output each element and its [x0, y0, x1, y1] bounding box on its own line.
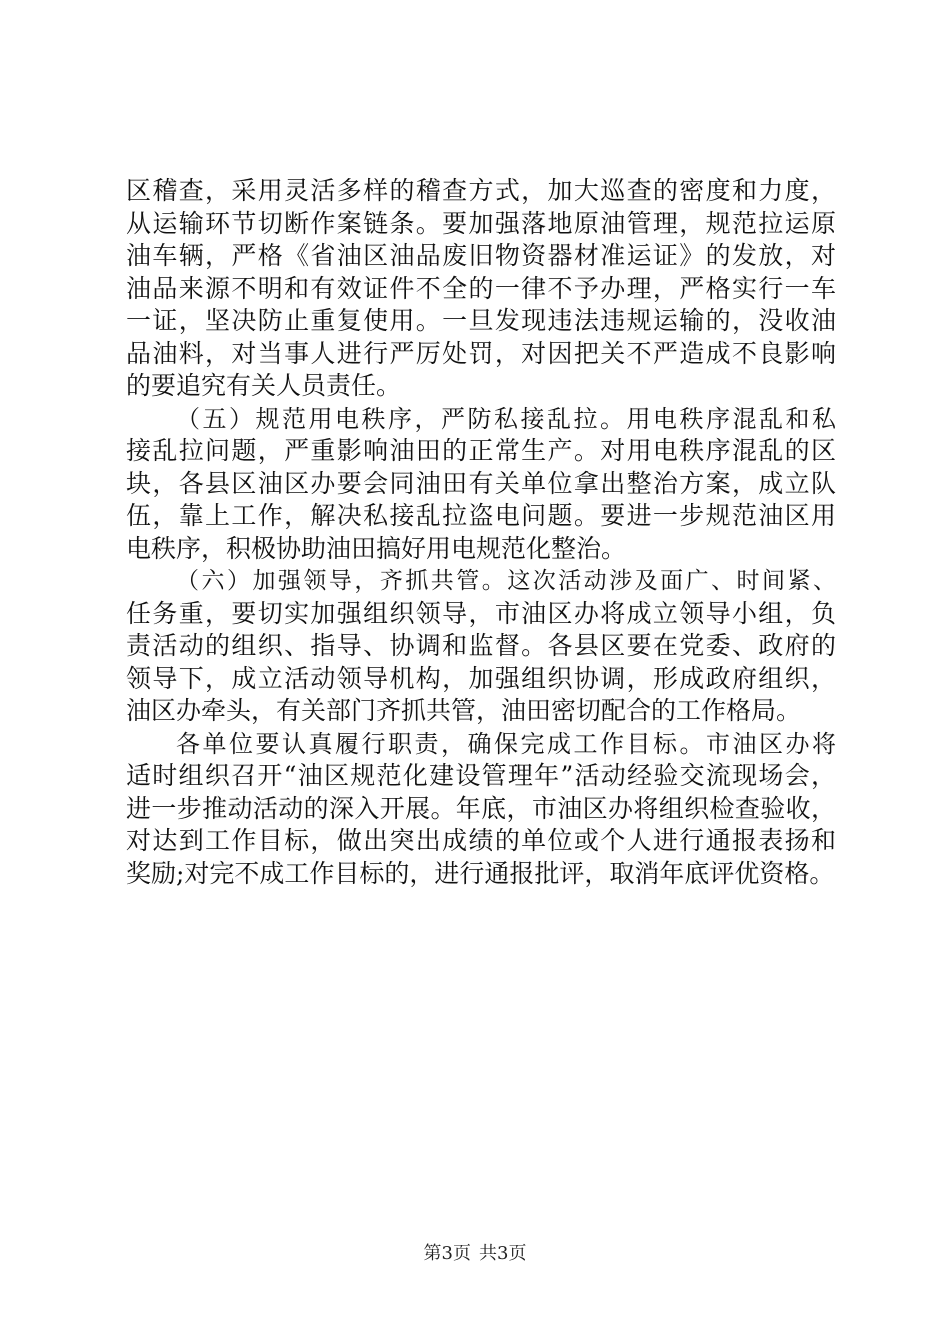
page-number: 第3页 — [423, 1243, 471, 1264]
text-line: 油车辆，严格《省油区油品废旧物资器材准运证》的发放，对 — [126, 241, 836, 270]
text-line: （五）规范用电秩序，严防私接乱拉。用电秩序混乱和私 — [176, 404, 836, 433]
document-body — [126, 175, 836, 890]
text-line: 领导下，成立活动领导机构，加强组织协调，形成政府组织， — [126, 663, 836, 693]
text-line: 接乱拉问题，严重影响油田的正常生产。对用电秩序混乱的区 — [126, 436, 836, 465]
text-line: 奖励;对完不成工作目标的，进行通报批评，取消年底评优资格。 — [126, 858, 835, 888]
text-line: 各单位要认真履行职责，确保完成工作目标。市油区办将 — [176, 729, 836, 758]
text-line: 区稽查，采用灵活多样的稽查方式，加大巡查的密度和力度， — [126, 176, 836, 205]
page-total: 共3页 — [479, 1243, 527, 1264]
text-line: 责活动的组织、指导、协调和监督。各县区要在党委、政府的 — [126, 631, 836, 660]
text-line: 块，各县区油区办要会同油田有关单位拿出整治方案，成立队 — [126, 468, 836, 498]
text-line: 一证，坚决防止重复使用。一旦发现违法违规运输的，没收油 — [126, 306, 836, 335]
page-footer — [0, 1242, 950, 1266]
paragraph-1 — [126, 175, 836, 403]
text-line: 对达到工作目标，做出突出成绩的单位或个人进行通报表扬和 — [126, 826, 836, 855]
text-line: 油区办牵头，有关部门齐抓共管，油田密切配合的工作格局。 — [126, 696, 802, 725]
paragraph-3 — [126, 565, 836, 728]
text-line: 的要追究有关人员责任。 — [126, 371, 402, 400]
text-line: 电秩序，积极协助油田搞好用电规范化整治。 — [126, 533, 627, 563]
text-line: 品油料，对当事人进行严厉处罚，对因把关不严造成不良影响 — [126, 338, 836, 368]
text-line: 从运输环节切断作案链条。要加强落地原油管理，规范拉运原 — [126, 208, 836, 238]
text-line: 油品来源不明和有效证件不全的一律不予办理，严格实行一车 — [126, 273, 836, 303]
paragraph-2 — [126, 403, 836, 566]
text-line: （六）加强领导，齐抓共管。这次活动涉及面广、时间紧、 — [176, 568, 836, 594]
text-line: 进一步推动活动的深入开展。年底，市油区办将组织检查验收， — [126, 793, 836, 823]
text-line: 任务重，要切实加强组织领导，市油区办将成立领导小组，负 — [126, 598, 836, 628]
text-line: 伍，靠上工作，解决私接乱拉盗电问题。要进一步规范油区用 — [126, 501, 836, 530]
text-line: 适时组织召开“油区规范化建设管理年”活动经验交流现场会， — [126, 761, 836, 790]
paragraph-4 — [126, 728, 836, 891]
